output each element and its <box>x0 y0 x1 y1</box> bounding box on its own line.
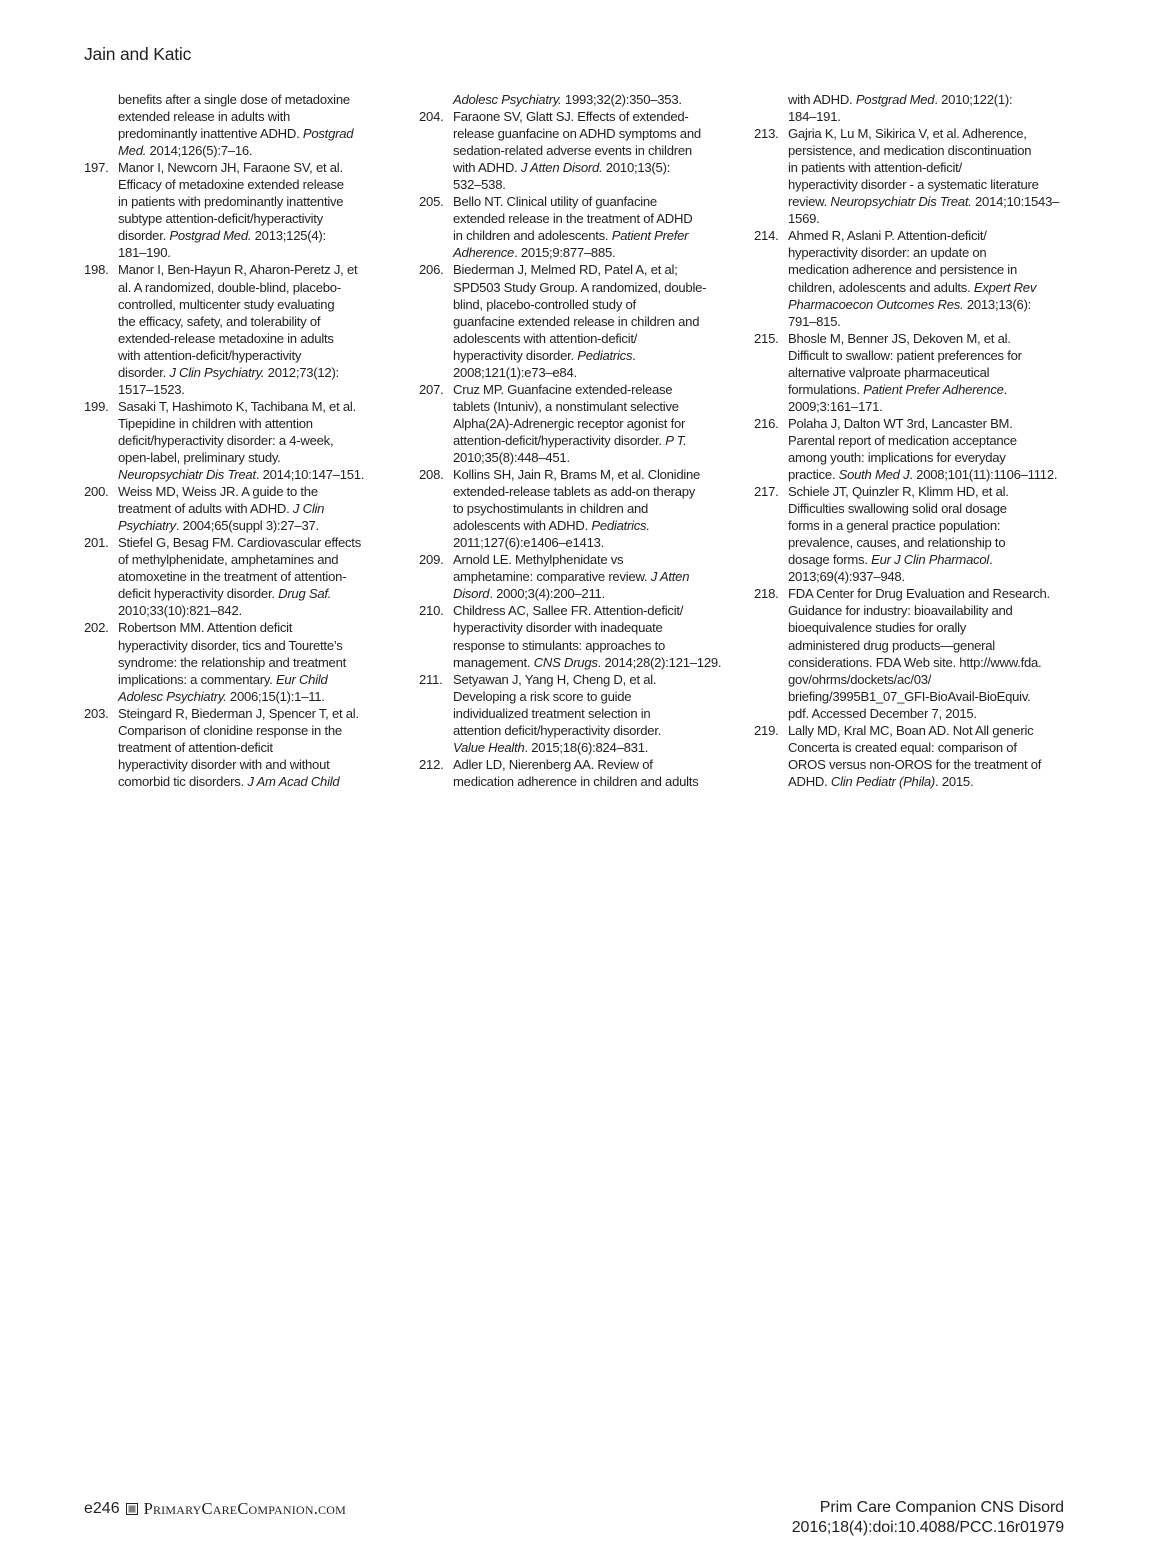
reference-entry <box>419 193 724 261</box>
reference-number: 207. <box>419 381 444 397</box>
reference-entry <box>419 381 724 466</box>
square-bullet-icon <box>126 1503 138 1515</box>
reference-text: Setyawan J, Yang H, Cheng D, et al. Developing a risk score to guide individualized treatment selection in attention deficit/hyperactivity disorder. Value Health. 2015;18(6):824–831. <box>453 671 662 755</box>
reference-entry <box>754 227 1070 329</box>
reference-entry <box>419 671 724 756</box>
reference-entry <box>754 722 1070 790</box>
reference-text: Manor I, Newcorn JH, Faraone SV, et al. Efficacy of metadoxine extended release in patients with predominantly inattentive subtype attention-deficit/hyperactivity disorder. Postgrad Med. 2013;125(4): 181–190. <box>118 160 344 261</box>
reference-text: Polaha J, Dalton WT 3rd, Lancaster BM. Parental report of medication acceptance among youth: implications for everyday practice. South Med J. 2008;101(11):1106–1112. <box>788 415 1058 483</box>
reference-entry <box>84 261 379 397</box>
reference-entry <box>84 619 379 704</box>
reference-number: 206. <box>419 262 444 278</box>
reference-entry <box>84 705 379 790</box>
reference-entry <box>419 466 724 551</box>
reference-text: Sasaki T, Hashimoto K, Tachibana M, et al. Tipepidine in children with attention deficit/hyperactivity disorder: a 4-week, open-label, preliminary study. Neuropsychiatr Dis Treat. 2014;10:147–151. <box>118 398 365 483</box>
journal-name: Prim Care Companion CNS Disord <box>819 1499 1064 1516</box>
reference-continuation <box>84 91 379 159</box>
reference-text: with ADHD. Postgrad Med. 2010;122(1): 184–191. <box>788 92 1013 125</box>
reference-number: 203. <box>84 705 109 721</box>
reference-text: Bello NT. Clinical utility of guanfacine extended release in the treatment of ADHD in children and adolescents. Patient Prefer Adherence. 2015;9:877–885. <box>453 194 693 261</box>
reference-entry <box>419 108 724 193</box>
reference-entry <box>419 551 724 602</box>
reference-number: 204. <box>419 109 444 125</box>
reference-number: 197. <box>84 160 109 176</box>
reference-text: benefits after a single dose of metadoxine extended release in adults with predominantly inattentive ADHD. Postgrad Med. 2014;126(5):7–16. <box>118 92 354 159</box>
reference-number: 216. <box>754 415 779 431</box>
reference-text: Faraone SV, Glatt SJ. Effects of extended- release guanfacine on ADHD symptoms and sedation-related adverse events in children with ADHD. J Atten Disord. 2010;13(5): 532–538. <box>453 109 701 193</box>
reference-number: 202. <box>84 620 109 636</box>
reference-number: 198. <box>84 262 109 278</box>
references-column-2 <box>419 91 724 790</box>
reference-number: 205. <box>419 194 444 210</box>
reference-entry <box>419 756 724 790</box>
reference-entry <box>754 125 1070 227</box>
journal-website: PrimaryCareCompanion.com <box>143 1499 346 1518</box>
page-number: e246 <box>84 1500 120 1517</box>
reference-number: 201. <box>84 535 109 551</box>
reference-text: Adler LD, Nierenberg AA. Review of medication adherence in children and adults <box>453 756 699 789</box>
reference-entry <box>754 415 1070 483</box>
reference-entry <box>84 159 379 261</box>
footer-citation <box>792 1498 1064 1537</box>
reference-number: 209. <box>419 552 444 568</box>
references-column-3 <box>754 91 1070 790</box>
reference-text: Childress AC, Sallee FR. Attention-deficit/ hyperactivity disorder with inadequate response to stimulants: approaches to management. CNS Drugs. 2014;28(2):121–129. <box>453 603 722 670</box>
reference-text: Biederman J, Melmed RD, Patel A, et al; SPD503 Study Group. A randomized, double- blind, placebo-controlled study of guanfacine extended release in children and adolescents with attention-deficit/ hyperactivity disorder. Pediatrics. 2008;121(1):e73–e84. <box>453 262 707 380</box>
reference-number: 210. <box>419 603 444 619</box>
reference-text: Stiefel G, Besag FM. Cardiovascular effects of methylphenidate, amphetamines and atomoxetine in the treatment of attention- deficit hyperactivity disorder. Drug Saf. 2010;33(10):821–842. <box>118 535 361 619</box>
references-column-1 <box>84 91 379 790</box>
reference-number: 213. <box>754 126 779 142</box>
doi-citation: 2016;18(4):doi:10.4088/PCC.16r01979 <box>791 1518 1064 1536</box>
reference-number: 214. <box>754 228 779 244</box>
reference-number: 211. <box>419 671 443 687</box>
reference-entry <box>84 534 379 619</box>
reference-number: 215. <box>754 330 779 346</box>
reference-text: Ahmed R, Aslani P. Attention-deficit/ hyperactivity disorder: an update on medication adherence and persistence in children, adolescents and adults. Expert Rev Pharmacoecon Outcomes Res. 2013;13(6): 791–815. <box>788 228 1037 329</box>
reference-entry <box>754 585 1070 721</box>
reference-text: Robertson MM. Attention deficit hyperactivity disorder, tics and Tourette’s syndrome: the relationship and treatment implications: a commentary. Eur Child Adolesc Psychiatry. 2006;15(1):1–11. <box>118 620 347 704</box>
reference-number: 218. <box>754 586 779 602</box>
reference-entry <box>84 398 379 483</box>
reference-text: Manor I, Ben-Hayun R, Aharon-Peretz J, et al. A randomized, double-blind, placebo- controlled, multicenter study evaluating the efficacy, safety, and tolerability of extended-release metadoxine in adults with attention-deficit/hyperactivity disorder. J Clin Psychiatry. 2012;73(12): 1517–1523. <box>118 262 358 397</box>
reference-text: Lally MD, Kral MC, Boan AD. Not All generic Concerta is created equal: comparison of OROS versus non-OROS for the treatment of ADHD. Clin Pediatr (Phila). 2015. <box>788 722 1042 789</box>
reference-number: 219. <box>754 722 779 738</box>
reference-entry <box>84 483 379 534</box>
reference-entry <box>754 330 1070 415</box>
reference-number: 208. <box>419 467 444 483</box>
footer-left <box>84 1499 346 1519</box>
reference-text: FDA Center for Drug Evaluation and Research. Guidance for industry: bioavailability and bioequivalence studies for orally administered drug products—general considerations. FDA Web site. http://www.fda. gov/ohrms/dockets/ac/03/ briefing/3995B1_07_GFI-BioAvail-BioEquiv. pdf. Accessed December 7, 2015. <box>788 586 1050 721</box>
reference-number: 200. <box>84 484 109 500</box>
reference-text: Kollins SH, Jain R, Brams M, et al. Clonidine extended-release tablets as add-on therapy to psychostimulants in children and adolescents with ADHD. Pediatrics. 2011;127(6):e1406–e1413. <box>453 467 701 551</box>
reference-text: Adolesc Psychiatry. 1993;32(2):350–353. <box>453 92 682 107</box>
reference-text: Schiele JT, Quinzler R, Klimm HD, et al. Difficulties swallowing solid oral dosage forms in a general practice population: prevalence, causes, and relationship to dosage forms. Eur J Clin Pharmacol. 2013;69(4):937–948. <box>788 484 1009 585</box>
reference-text: Gajria K, Lu M, Sikirica V, et al. Adherence, persistence, and medication discontinuation in patients with attention-deficit/ hyperactivity disorder - a systematic literature review. Neuropsychiatr Dis Treat. 2014;10:1543– 1569. <box>788 126 1060 227</box>
reference-text: Weiss MD, Weiss JR. A guide to the treatment of adults with ADHD. J Clin Psychiatry. 2004;65(suppl 3):27–37. <box>118 484 325 534</box>
reference-continuation <box>754 91 1070 125</box>
reference-text: Steingard R, Biederman J, Spencer T, et al. Comparison of clonidine response in the treatment of attention-deficit hyperactivity disorder with and without comorbid tic disorders. J Am Acad Child <box>118 705 359 789</box>
reference-number: 212. <box>419 756 444 772</box>
reference-number: 217. <box>754 484 779 500</box>
reference-text: Arnold LE. Methylphenidate vs amphetamine: comparative review. J Atten Disord. 2000;3(4):200–211. <box>453 552 690 602</box>
reference-continuation <box>419 91 724 108</box>
reference-entry <box>419 602 724 670</box>
reference-entry <box>754 483 1070 585</box>
reference-text: Bhosle M, Benner JS, Dekoven M, et al. Difficult to swallow: patient preferences for alternative valproate pharmaceutical formulations. Patient Prefer Adherence. 2009;3:161–171. <box>788 330 1022 414</box>
running-header-authors: Jain and Katic <box>84 44 192 64</box>
reference-text: Cruz MP. Guanfacine extended-release tablets (Intuniv), a nonstimulant selective Alpha(2A)-Adrenergic receptor agonist for attention-deficit/hyperactivity disorder. P T. 2010;35(8):448–451. <box>453 381 687 465</box>
reference-entry <box>419 261 724 380</box>
reference-number: 199. <box>84 398 109 414</box>
